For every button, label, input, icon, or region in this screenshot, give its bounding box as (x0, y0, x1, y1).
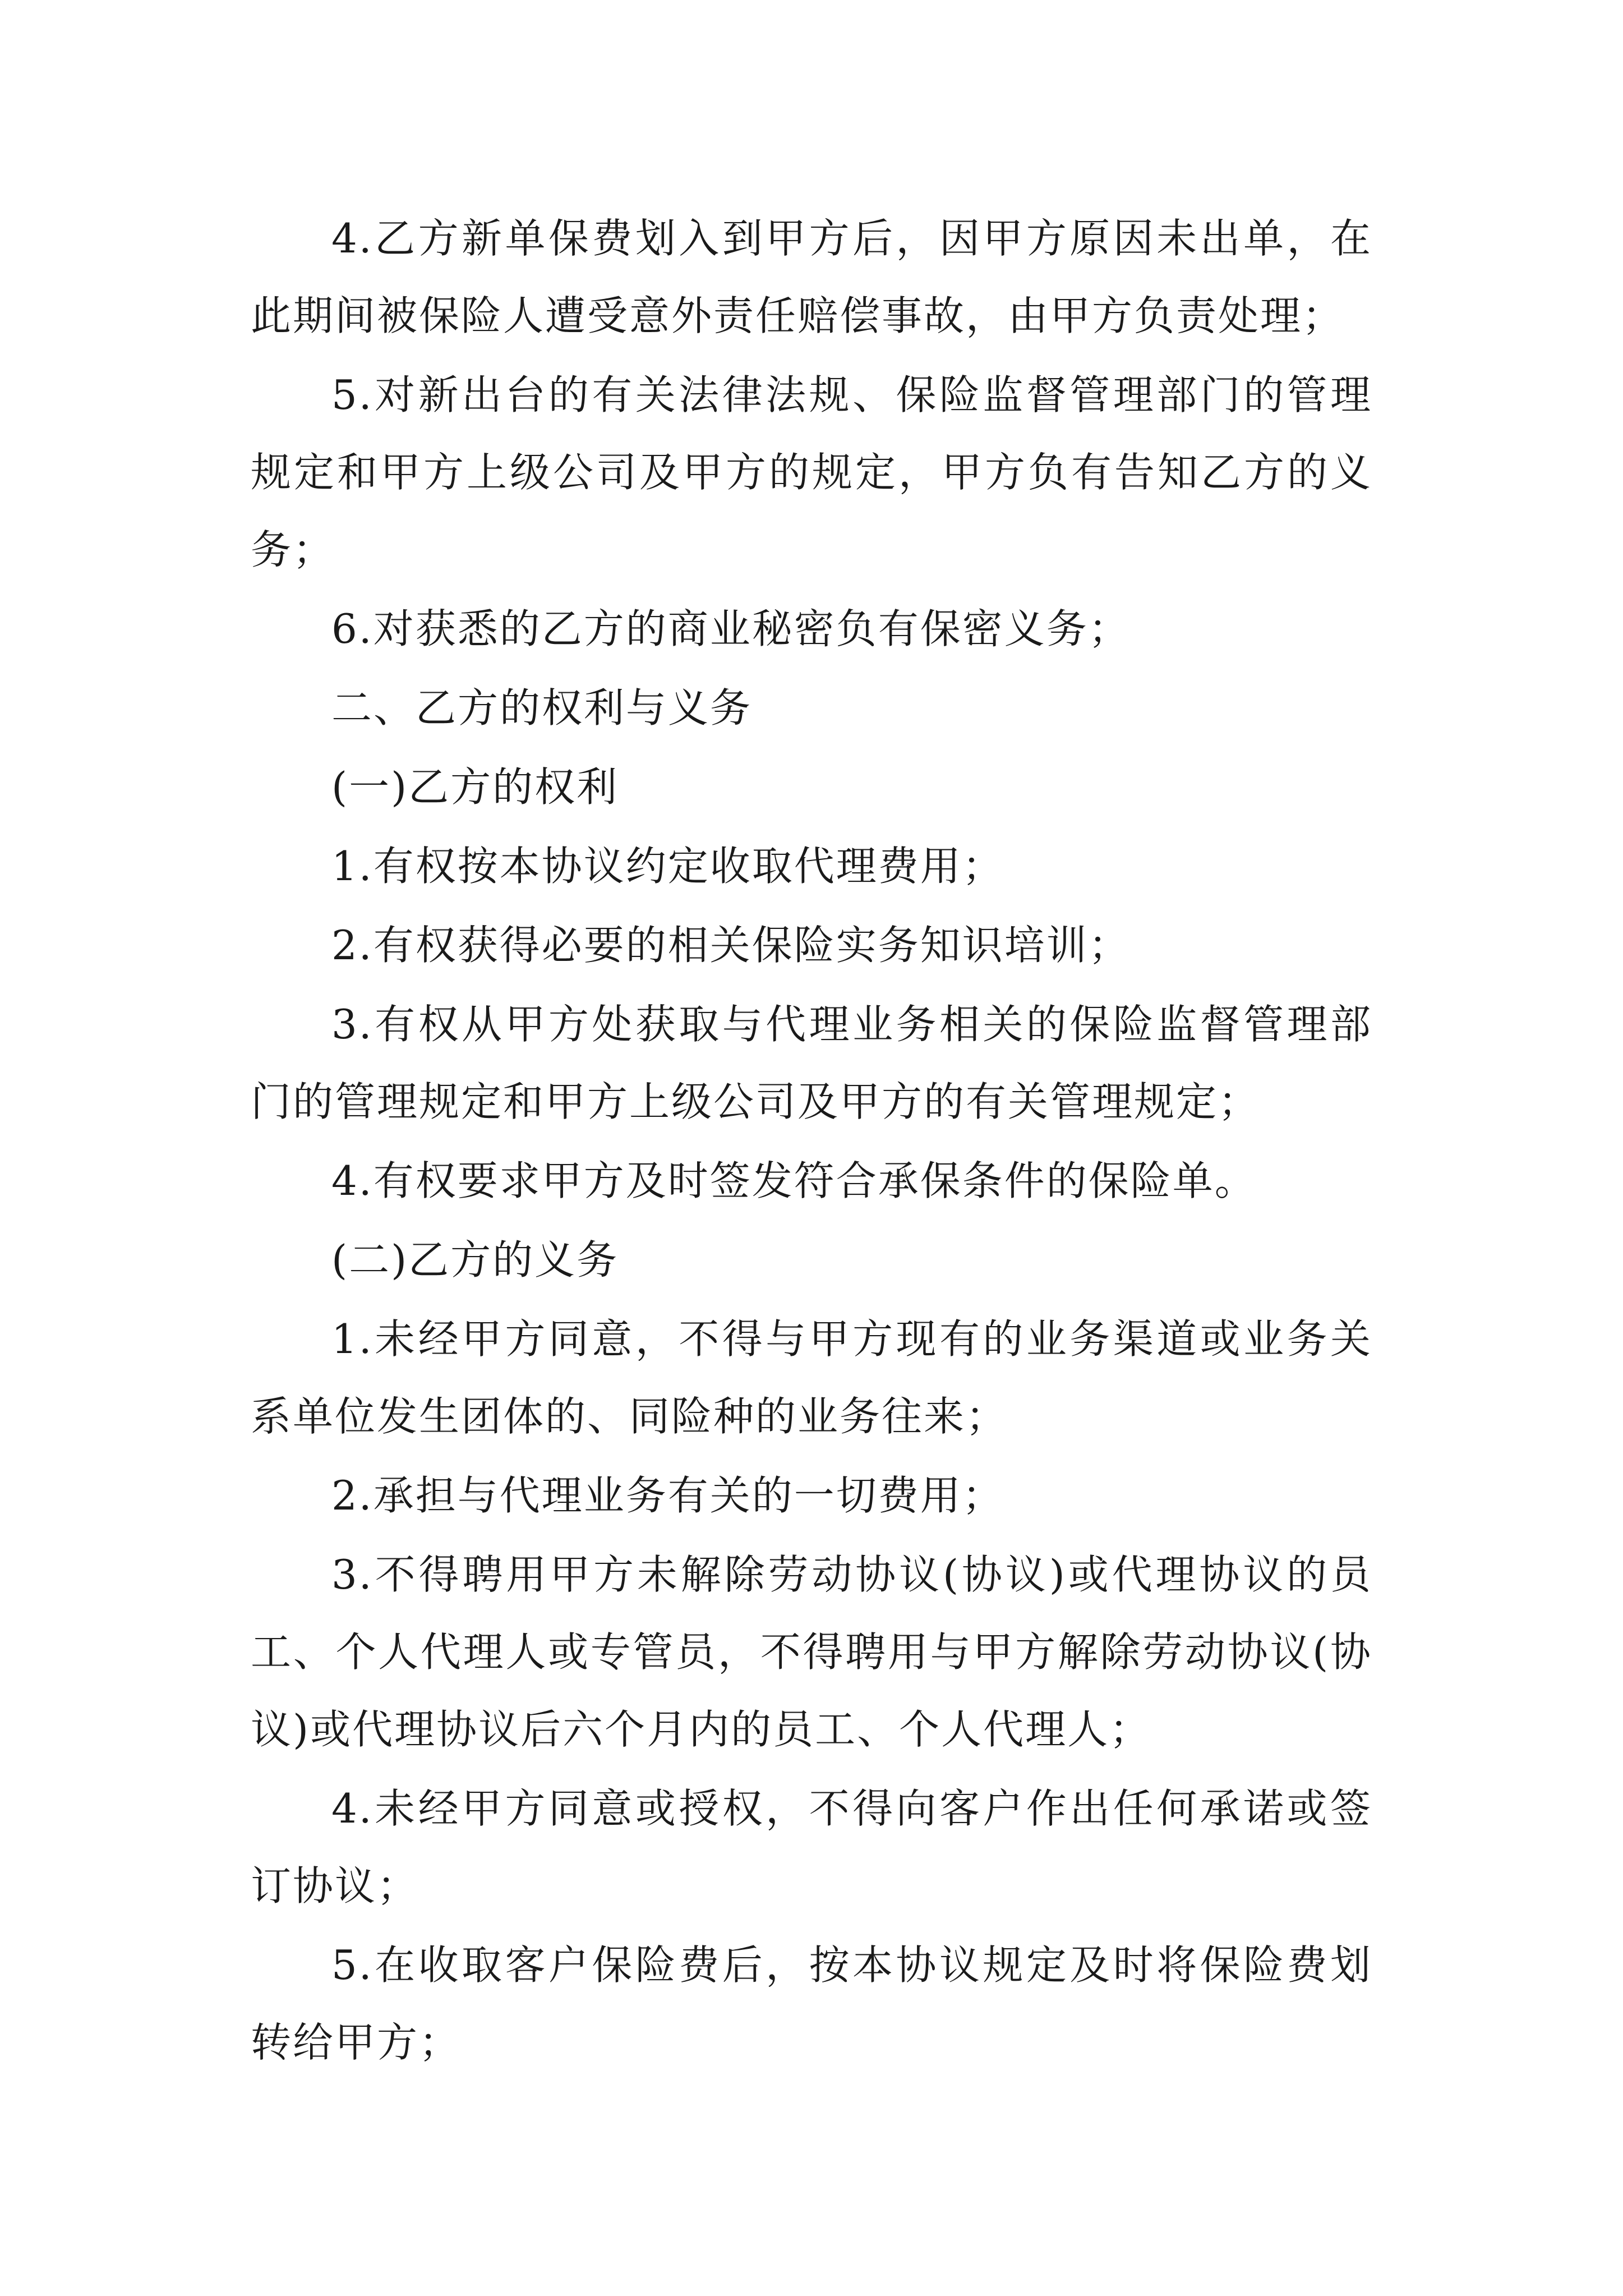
clause-paragraph: 1.有权按本协议约定收取代理费用； (331, 843, 1004, 890)
clause-paragraph: 2.承担与代理业务有关的一切费用； (331, 1472, 1004, 1519)
clause-paragraph: 1.未经甲方同意，不得与甲方现有的业务渠道或业务关系单位发生团体的、同险种的业务往来； (251, 1315, 1372, 1440)
document-body (251, 200, 1372, 2081)
clause-paragraph: 4.有权要求甲方及时签发符合承保条件的保险单。 (331, 1157, 1257, 1204)
subsection-heading: (二)乙方的义务 (331, 1236, 619, 1283)
subsection-heading: (一)乙方的权利 (331, 763, 619, 811)
clause-paragraph: 3.不得聘用甲方未解除劳动协议(协议)或代理协议的员工、个人代理人或专管员，不得聘用与甲方解除劳动协议(协议)或代理协议后六个月内的员工、个人代理人； (251, 1551, 1372, 1753)
clause-paragraph: 5.对新出台的有关法律法规、保险监督管理部门的管理规定和甲方上级公司及甲方的规定，甲方负有告知乙方的义务； (251, 371, 1372, 573)
clause-paragraph: 6.对获悉的乙方的商业秘密负有保密义务； (331, 605, 1131, 652)
clause-paragraph: 4.乙方新单保费划入到甲方后，因甲方原因未出单，在此期间被保险人遭受意外责任赔偿事故，由甲方负责处理； (251, 215, 1372, 339)
section-heading: 二、乙方的权利与义务 (331, 684, 753, 731)
clause-paragraph: 3.有权从甲方处获取与代理业务相关的保险监督管理部门的管理规定和甲方上级公司及甲方的有关管理规定； (251, 1001, 1372, 1125)
clause-paragraph: 2.有权获得必要的相关保险实务知识培训； (331, 922, 1131, 969)
clause-paragraph: 5.在收取客户保险费后，按本协议规定及时将保险费划转给甲方； (251, 1941, 1372, 2066)
clause-paragraph: 4.未经甲方同意或授权，不得向客户作出任何承诺或签订协议； (251, 1785, 1372, 1910)
